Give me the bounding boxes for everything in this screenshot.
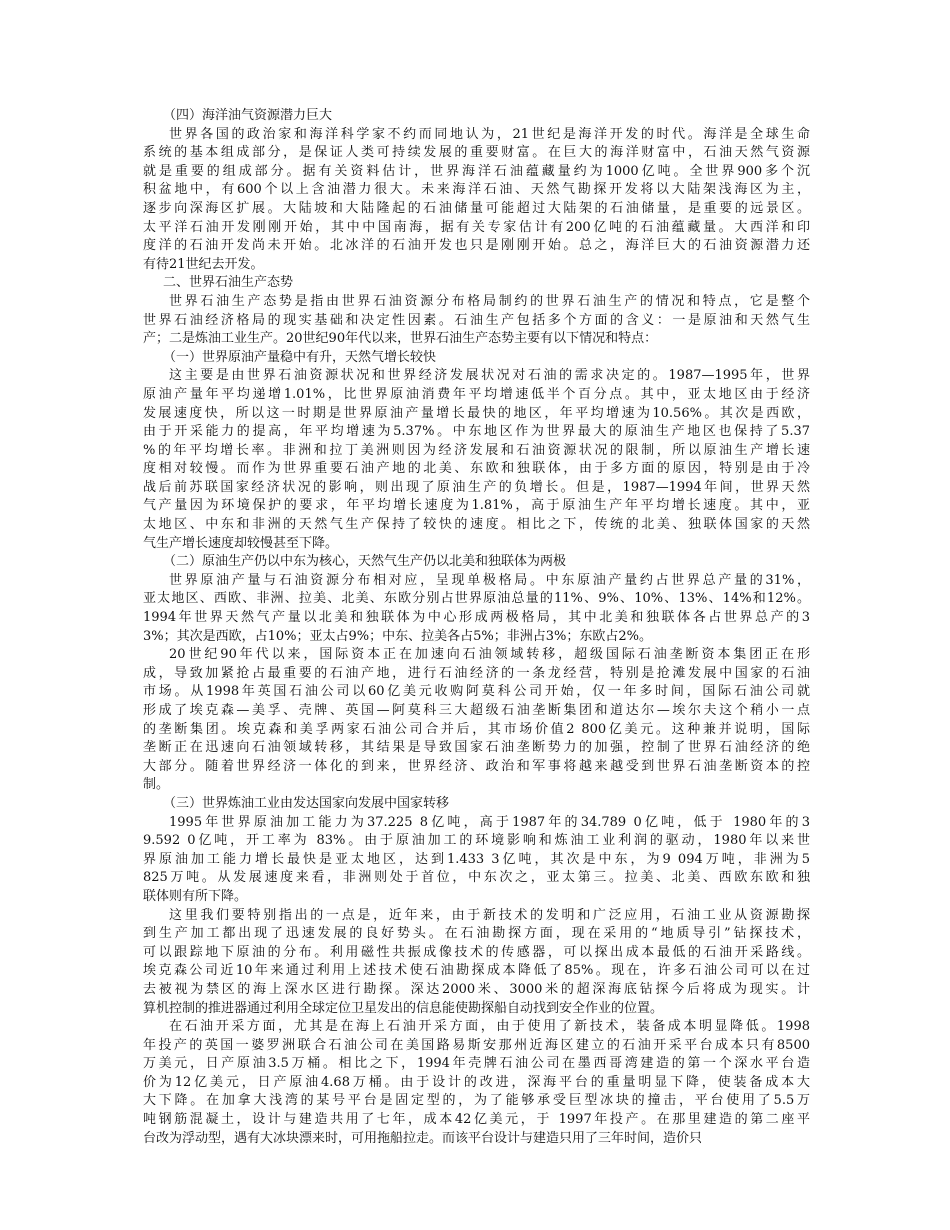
- text-line: 逐步向深海区扩展。大陆坡和大陆隆起的石油储量可能超过大陆架的石油储量，是重要的远景区。: [143, 200, 810, 216]
- text-line: 太地区、中东和非洲的天然气生产保持了较快的速度。相比之下，传统的北美、独联体国家的天然: [143, 517, 810, 533]
- text-line: 发展速度快，所以这一时期是世界原油产量增长最快的地区，年平均增速为10.56%。其次是西欧，: [143, 405, 810, 421]
- text-line: 大下降。在加拿大浅湾的某号平台是固定型的，为了能够承受巨型冰块的撞击，平台使用了5.5万: [143, 1093, 810, 1109]
- text-line: 1995年世界原油加工能力为37.225 8亿吨，高于1987年的34.789 0亿吨，低于 1980年的3: [169, 814, 810, 830]
- text-line: 界原油加工能力增长最快是亚太地区，达到1.433 3亿吨，其次是中东，为9 094万吨，非洲为5: [143, 851, 810, 867]
- text-line: 可以跟踪地下原油的分布。利用磁性共振成像技术的传感器，可以探出成本最低的石油开采路线。: [143, 944, 810, 960]
- text-line: 气生产增长速度却较慢甚至下降。: [143, 535, 339, 551]
- text-line: 去被视为禁区的海上深水区进行勘探。深达2000米、3000米的超深海底钻探今后将成为现实。计: [143, 981, 810, 997]
- paragraph: [143, 293, 810, 349]
- text-line: 这主要是由世界石油资源状况和世界经济发展状况对石油的需求决定的。1987—1995年，世界: [169, 368, 810, 384]
- text-line: 产；二是炼油工业生产。20世纪90年代以来，世界石油生产态势主要有以下情况和特点：: [143, 331, 658, 347]
- paragraph: [143, 572, 810, 646]
- text-line: 大部分。随着世界经济一体化的到来，世界经济、政治和军事将越来越受到世界石油垄断资本的控: [143, 758, 810, 774]
- text-line: （一）世界原油产量稳中有升，天然气增长较快: [163, 349, 437, 365]
- text-line: 垄断正在迅速向石油领域转移，其结果是导致国家石油垄断势力的加强，控制了世界石油经济的绝: [143, 740, 810, 756]
- text-line: 成，导致加紧抢占最重要的石油产地，进行石油经济的一条龙经营，特别是抢滩发展中国家的石油: [143, 665, 810, 681]
- text-line: 度洋的石油开发尚未开始。北冰洋的石油开发也只是刚刚开始。总之，海洋巨大的石油资源潜力还: [143, 238, 810, 254]
- text-line: 世界原油产量与石油资源分布相对应，呈现单极格局。中东原油产量约占世界总产量的31%，: [169, 572, 810, 588]
- text-line: 到生产加工都出现了迅速发展的良好势头。在石油勘探方面，现在采用的“地质导引”钻探技术，: [143, 926, 810, 942]
- text-line: 这里我们要特别指出的一点是，近年来，由于新技术的发明和广泛应用，石油工业从资源勘探: [169, 907, 810, 923]
- text-line: 亚太地区、西欧、非洲、拉美、北美、东欧分别占世界原油总量的11%、9%、10%、13%、14%和12%。: [143, 591, 810, 607]
- paragraph: [143, 646, 810, 795]
- text-line: 市场。从1998年英国石油公司以60亿美元收购阿莫科公司开始，仅一年多时间，国际石油公司就: [143, 684, 810, 700]
- text-line: 积盆地中，有600个以上含油潜力很大。未来海洋石油、天然气勘探开发将以大陆架浅海区为主，: [143, 182, 810, 198]
- text-line: （四）海洋油气资源潜力巨大: [163, 108, 333, 123]
- text-line: 度相对较慢。而作为世界重要石油产地的北美、东欧和独联体，由于多方面的原因，特别是由于冷: [143, 461, 810, 477]
- text-line: 制。: [143, 777, 170, 793]
- paragraph: [143, 907, 810, 1019]
- text-line: 气产量因为环境保护的要求，年平均增长速度为1.81%，高于原油生产年平均增长速度。其中，亚: [143, 498, 810, 514]
- text-line: 系统的基本组成部分，是保证人类可持续发展的重要财富。在巨大的海洋财富中，石油天然气资源: [143, 145, 810, 161]
- text-line: 二、世界石油生产态势: [163, 275, 294, 291]
- text-line: 3%；其次是西欧，占10%；亚太占9%；中东、拉美各占5%；非洲占3%；东欧占2%。: [143, 628, 653, 644]
- section-heading: [143, 107, 810, 126]
- text-line: 原油产量年平均递增1.01%，比世界原油消费年平均增速低半个百分点。其中，亚太地区由于经济: [143, 386, 810, 402]
- text-line: 战后前苏联国家经济状况的影响，则出现了原油生产的负增长。但是，1987—1994年间，世界天然: [143, 479, 810, 495]
- text-line: 就是重要的组成部分。据有关资料估计，世界海洋石油蕴藏量约为1000亿吨。全世界900多个沉: [143, 163, 810, 179]
- text-line: 埃克森公司近10年来通过利用上述技术使石油勘探成本降低了85%。现在，许多石油公司可以在过: [143, 963, 810, 979]
- text-line: 台改为浮动型，遇有大冰块漂来时，可用拖船拉走。而该平台设计与建造只用了三年时间，造价只: [143, 1130, 703, 1146]
- text-line: 由于开采能力的提高，年平均增速为5.37%。中东地区作为世界最大的原油生产地区也保持了5.37: [143, 424, 810, 440]
- text-line: 年投产的英国一婆罗洲联合石油公司在美国路易斯安那州近海区建立的石油开采平台成本只有8500: [143, 1037, 810, 1053]
- text-line: %的年平均增长率。非洲和拉丁美洲则因为经济发展和石油资源状况的限制，所以原油生产增长速: [143, 442, 810, 458]
- text-line: 1994年世界天然气产量以北美和独联体为中心形成两极格局，其中北美和独联体各占世界总产的3: [143, 610, 810, 626]
- text-line: 世界各国的政治家和海洋科学家不约而同地认为，21世纪是海洋开发的时代。海洋是全球生命: [169, 126, 810, 142]
- text-line: 价为12亿美元，日产原油4.68万桶。由于设计的改进，深海平台的重量明显下降，使装备成本大: [143, 1074, 810, 1090]
- text-line: 有待21世纪去开发。: [143, 256, 264, 272]
- section-heading: [143, 553, 810, 572]
- section-heading: [143, 274, 810, 293]
- paragraph: [143, 814, 810, 907]
- text-line: 825万吨。从发展速度来看，非洲则处于首位，中东次之，亚太第三。拉美、北美、西欧东欧和独: [143, 870, 810, 886]
- text-line: 的垄断集团。埃克森和美孚两家石油公司合并后，其市场价值2 800亿美元。这种兼并说明，国际: [143, 721, 810, 737]
- text-line: 世界石油生产态势是指由世界石油资源分布格局制约的世界石油生产的情况和特点，它是整个: [169, 293, 810, 309]
- paragraph: [143, 367, 810, 553]
- text-line: 联体则有所下降。: [143, 888, 248, 904]
- text-line: 20世纪90年代以来，国际资本正在加速向石油领域转移，超级国际石油垄断资本集团正在形: [169, 647, 810, 663]
- text-line: 形成了埃克森—美孚、壳牌、英国—阿莫科三大超级石油垄断集团和道达尔—埃尔夫这个稍小一点: [143, 703, 810, 718]
- text-line: 世界石油经济格局的现实基础和决定性因素。石油生产包括多个方面的含义：一是原油和天然气生: [143, 312, 810, 328]
- text-line: （二）原油生产仍以中东为核心，天然气生产仍以北美和独联体为两极: [163, 554, 567, 570]
- text-line: 9.592 0亿吨，开工率为 83%。由于原油加工的环境影响和炼油工业利润的驱动，1980年以来世: [143, 833, 810, 849]
- paragraph: [143, 126, 810, 275]
- paragraph: [143, 1018, 810, 1148]
- text-line: 太平洋石油开发刚刚开始，其中中国南海，据有关专家估计有200亿吨的石油蕴藏量。大西洋和印: [143, 219, 810, 235]
- section-heading: [143, 349, 810, 368]
- text-line: 万美元，日产原油3.5万桶。相比之下，1994年壳牌石油公司在墨西哥湾建造的第一个深水平台造: [143, 1056, 810, 1072]
- section-heading: [143, 795, 810, 814]
- text-line: 在石油开采方面，尤其是在海上石油开采方面，由于使用了新技术，装备成本明显降低。1998: [169, 1019, 810, 1035]
- text-line: 吨钢筋混凝土，设计与建造共用了七年，成本42亿美元，于 1997年投产。在那里建造的第二座平: [143, 1112, 810, 1128]
- text-line: 算机控制的推进器通过利用全球定位卫星发出的信息能使勘探船自动找到安全作业的位置。: [143, 1000, 664, 1016]
- text-line: （三）世界炼油工业由发达国家向发展中国家转移: [163, 795, 450, 811]
